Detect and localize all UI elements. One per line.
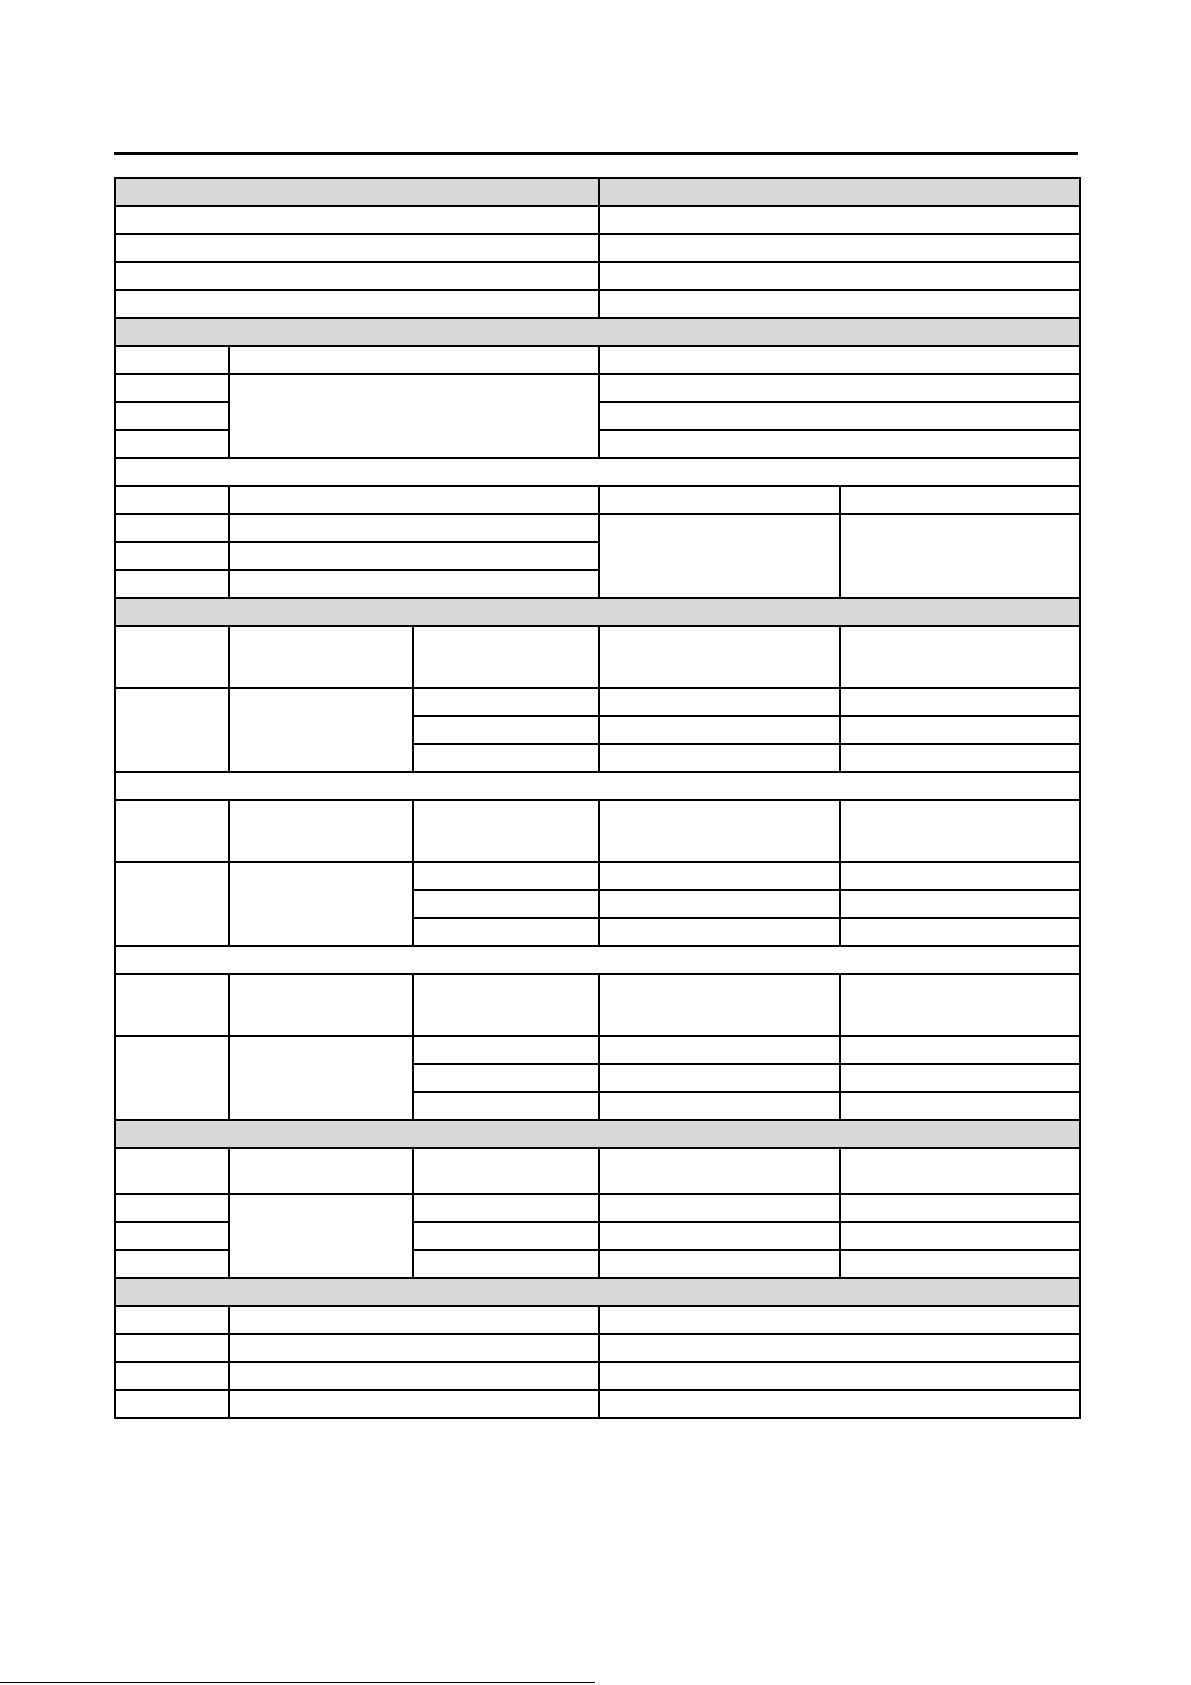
table-cell bbox=[599, 514, 840, 598]
table-cell bbox=[413, 744, 599, 772]
table-row bbox=[115, 1390, 1080, 1418]
table-cell bbox=[229, 1036, 413, 1120]
table-row bbox=[115, 206, 1080, 234]
table-cell bbox=[115, 206, 599, 234]
table-cell bbox=[413, 1148, 599, 1194]
table-cell bbox=[599, 800, 840, 862]
table-cell bbox=[229, 346, 599, 374]
table-row bbox=[115, 234, 1080, 262]
table-cell bbox=[229, 688, 413, 772]
table-row bbox=[115, 1362, 1080, 1390]
table-cell bbox=[840, 626, 1080, 688]
table-cell bbox=[229, 800, 413, 862]
table-cell bbox=[115, 688, 229, 772]
table-header-cell bbox=[599, 178, 1080, 206]
table-cell bbox=[599, 374, 1080, 402]
table-cell bbox=[413, 1092, 599, 1120]
table-cell bbox=[229, 570, 599, 598]
table-cell bbox=[840, 1064, 1080, 1092]
table-cell bbox=[115, 1362, 229, 1390]
table-cell bbox=[229, 1194, 413, 1278]
table-cell bbox=[115, 402, 229, 430]
table-cell bbox=[840, 1250, 1080, 1278]
table-cell bbox=[413, 974, 599, 1036]
table-cell bbox=[599, 1334, 1080, 1362]
table-cell bbox=[115, 346, 229, 374]
table-cell bbox=[115, 1148, 229, 1194]
table-cell bbox=[840, 800, 1080, 862]
table-cell bbox=[115, 234, 599, 262]
table-cell bbox=[599, 206, 1080, 234]
section-header-row bbox=[115, 772, 1080, 800]
form-table bbox=[114, 177, 1081, 1419]
table-cell bbox=[229, 542, 599, 570]
table-cell bbox=[840, 688, 1080, 716]
table-cell bbox=[840, 486, 1080, 514]
table-cell bbox=[115, 262, 599, 290]
table-row bbox=[115, 1148, 1080, 1194]
table-row bbox=[115, 486, 1080, 514]
section-header-cell bbox=[115, 1120, 1080, 1148]
table-cell bbox=[229, 626, 413, 688]
table-cell bbox=[413, 890, 599, 918]
table-cell bbox=[599, 1194, 840, 1222]
table-cell bbox=[840, 1194, 1080, 1222]
page-top-rule bbox=[114, 152, 1078, 155]
table-row bbox=[115, 974, 1080, 1036]
table-row bbox=[115, 626, 1080, 688]
section-header-cell bbox=[115, 1278, 1080, 1306]
table-cell bbox=[599, 1362, 1080, 1390]
table-cell bbox=[599, 234, 1080, 262]
section-header-cell bbox=[115, 598, 1080, 626]
table-cell bbox=[840, 1222, 1080, 1250]
section-header-row bbox=[115, 598, 1080, 626]
table-cell bbox=[115, 800, 229, 862]
table-row bbox=[115, 514, 1080, 542]
table-cell bbox=[599, 1036, 840, 1064]
table-cell bbox=[840, 1148, 1080, 1194]
table-cell bbox=[840, 716, 1080, 744]
table-row bbox=[115, 800, 1080, 862]
table-cell bbox=[115, 570, 229, 598]
table-cell bbox=[115, 374, 229, 402]
table-cell bbox=[599, 290, 1080, 318]
table-cell bbox=[229, 486, 599, 514]
section-header-row bbox=[115, 458, 1080, 486]
table-cell bbox=[229, 1362, 599, 1390]
table-cell bbox=[115, 862, 229, 946]
table-cell bbox=[840, 890, 1080, 918]
table-cell bbox=[599, 262, 1080, 290]
table-cell bbox=[115, 430, 229, 458]
table-cell bbox=[115, 626, 229, 688]
table-cell bbox=[413, 1064, 599, 1092]
table-cell bbox=[599, 688, 840, 716]
table-cell bbox=[599, 486, 840, 514]
table-cell bbox=[115, 486, 229, 514]
table-cell bbox=[229, 374, 599, 458]
table-cell bbox=[599, 1250, 840, 1278]
table-cell bbox=[599, 744, 840, 772]
table-cell bbox=[599, 430, 1080, 458]
table-cell bbox=[115, 290, 599, 318]
table-cell bbox=[599, 1092, 840, 1120]
table-cell bbox=[413, 862, 599, 890]
table-row bbox=[115, 1306, 1080, 1334]
table-cell bbox=[413, 800, 599, 862]
table-cell bbox=[413, 688, 599, 716]
section-header-row bbox=[115, 946, 1080, 974]
table-row bbox=[115, 290, 1080, 318]
table-cell bbox=[115, 974, 229, 1036]
table-row bbox=[115, 262, 1080, 290]
table-cell bbox=[599, 1222, 840, 1250]
table-header-cell bbox=[115, 178, 599, 206]
table-cell bbox=[229, 514, 599, 542]
table-row bbox=[115, 862, 1080, 890]
section-header-cell bbox=[115, 772, 1080, 800]
table-cell bbox=[413, 1222, 599, 1250]
table-cell bbox=[840, 974, 1080, 1036]
table-cell bbox=[599, 346, 1080, 374]
section-header-cell bbox=[115, 318, 1080, 346]
table-cell bbox=[413, 1250, 599, 1278]
table-cell bbox=[840, 918, 1080, 946]
table-cell bbox=[115, 542, 229, 570]
table-cell bbox=[229, 1334, 599, 1362]
table-cell bbox=[413, 918, 599, 946]
table-cell bbox=[840, 1092, 1080, 1120]
table-cell bbox=[229, 862, 413, 946]
section-header-row bbox=[115, 1278, 1080, 1306]
table-cell bbox=[413, 1194, 599, 1222]
table-cell bbox=[115, 1036, 229, 1120]
table-row bbox=[115, 688, 1080, 716]
table-cell bbox=[840, 514, 1080, 598]
table-cell bbox=[599, 1390, 1080, 1418]
table-cell bbox=[115, 1250, 229, 1278]
table-cell bbox=[599, 1306, 1080, 1334]
footnote-rule bbox=[0, 1682, 595, 1683]
table-cell bbox=[115, 1222, 229, 1250]
table-cell bbox=[115, 1334, 229, 1362]
table-cell bbox=[229, 974, 413, 1036]
table-cell bbox=[115, 514, 229, 542]
table-cell bbox=[413, 716, 599, 744]
table-cell bbox=[413, 1036, 599, 1064]
table-cell bbox=[599, 918, 840, 946]
table-cell bbox=[840, 744, 1080, 772]
table-cell bbox=[115, 1306, 229, 1334]
table-row bbox=[115, 1334, 1080, 1362]
table-cell bbox=[599, 716, 840, 744]
table-cell bbox=[599, 1148, 840, 1194]
table-cell bbox=[599, 1064, 840, 1092]
section-header-cell bbox=[115, 946, 1080, 974]
table-cell bbox=[115, 1194, 229, 1222]
table-cell bbox=[599, 862, 840, 890]
table-cell bbox=[413, 626, 599, 688]
section-header-cell bbox=[115, 458, 1080, 486]
table-row bbox=[115, 178, 1080, 206]
table-cell bbox=[840, 1036, 1080, 1064]
table-cell bbox=[115, 1390, 229, 1418]
section-header-row bbox=[115, 1120, 1080, 1148]
section-header-row bbox=[115, 318, 1080, 346]
table-cell bbox=[229, 1148, 413, 1194]
table-cell bbox=[229, 1390, 599, 1418]
table-row bbox=[115, 346, 1080, 374]
table-row bbox=[115, 374, 1080, 402]
table-cell bbox=[599, 402, 1080, 430]
table-cell bbox=[599, 626, 840, 688]
table-cell bbox=[229, 1306, 599, 1334]
table-row bbox=[115, 1194, 1080, 1222]
table-cell bbox=[840, 862, 1080, 890]
table-cell bbox=[599, 974, 840, 1036]
table-cell bbox=[599, 890, 840, 918]
table-row bbox=[115, 1036, 1080, 1064]
